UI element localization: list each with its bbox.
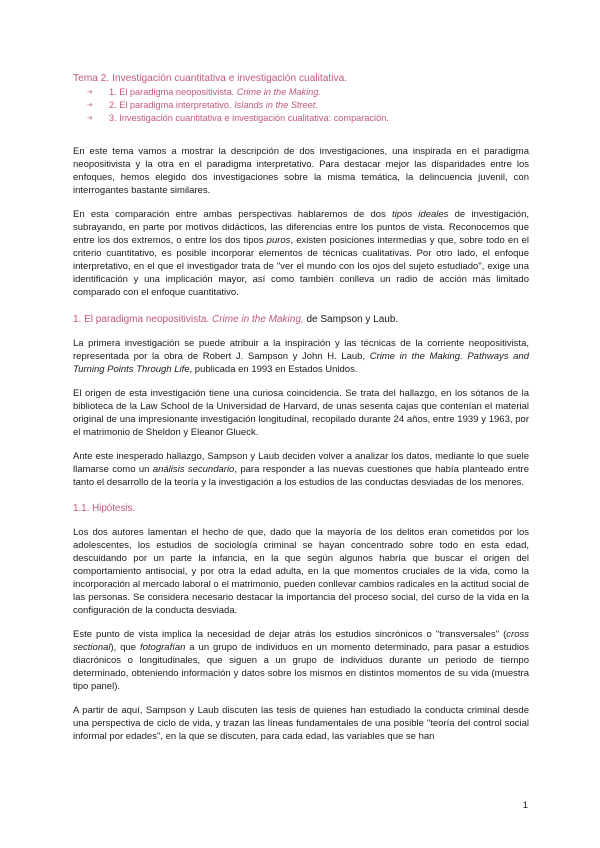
italic-run: fotografían bbox=[140, 641, 186, 653]
paragraph-comparison bbox=[73, 208, 529, 299]
heading-text: de Sampson y Laub. bbox=[303, 313, 399, 325]
text-run: En esta comparación entre ambas perspectivas hablaremos de dos bbox=[73, 208, 393, 220]
toc-item[interactable] bbox=[73, 112, 529, 125]
table-of-contents bbox=[73, 86, 529, 126]
paragraph-life-cycle: A partir de aquí, Sampson y Laub discuten las tesis de quienes han estudiado la conducta criminal desde una perspectiva de ciclo de vida, y trazan las líneas fundamentales de una posible "teoría del control social informal por edades", en la que se discuten, para cada edad, las variables que se han bbox=[73, 704, 529, 742]
text-run: de investigación, subrayando, en parte por motivos didácticos, las diferencias entre los puntos de vista. Reconocemos que entre los dos extremos, o entre los dos tipos bbox=[73, 208, 529, 246]
toc-item[interactable] bbox=[73, 86, 529, 99]
text-run: Este punto de vista implica la necesidad de dejar atrás los estudios sincrónicos o "transversales" ( bbox=[73, 628, 507, 640]
toc-item-text: 1. El paradigma neopositivista. bbox=[109, 87, 237, 97]
text-run: , publicada en 1993 en Estados Unidos. bbox=[189, 363, 358, 375]
text-run: Ante este inesperado hallazgo, Sampson y Laub deciden volver a analizar los datos, mediante lo que suele llamarse como un bbox=[73, 450, 529, 475]
italic-run: tipos ideales bbox=[392, 208, 449, 220]
toc-item-text: 2. El paradigma interpretativo. bbox=[109, 100, 235, 111]
heading-italic: Crime in the Making, bbox=[211, 313, 304, 325]
document-title: Tema 2. Investigación cuantitativa e investigación cualitativa. bbox=[73, 73, 348, 84]
text-run: , para responder a las nuevas cuestiones que había planteado entre tanto el desarrollo de la teoría y la investigación a los estudios de las conductas desviadas de los menores. bbox=[73, 463, 529, 488]
paragraph-origin: El origen de esta investigación tiene una curiosa coincidencia. Se trata del hallazgo, en los sótanos de la biblioteca de la Law School de la Universidad de Harvard, de unas sesenta cajas que contenían el material original de una impresionante investigación longitudinal, recopilado durante 24 años, entre 1939 y 1963, por el matrimonio de Sheldon y Eleanor Glueck. bbox=[73, 387, 529, 438]
italic-run: análisis secundario bbox=[152, 463, 235, 475]
paragraph-first-research bbox=[73, 337, 529, 376]
toc-item-text: 3. Investigación cuantitativa e investigación cualitativa: comparación. bbox=[109, 113, 389, 124]
text-run: ), que bbox=[110, 641, 140, 653]
text-run: , existen posiciones intermedias y que, sobre todo en el criterio cuantitativo, es posible incorporar elementos de técnicas cualitativas. Por otro lado, el enfoque interpretativo, en el que el investigador trata de "ver el mundo con los ojos del sujeto estudiado", exige una identificación y una implicación mayor, así como también conlleva un radio de acción más limitado comparado con el enfoque cuantitativo. bbox=[73, 234, 529, 298]
page-number: 1 bbox=[522, 800, 528, 811]
italic-run: Crime in the Making. Pathways and Turning Points Through Life bbox=[73, 350, 529, 375]
paragraph-intro: En este tema vamos a mostrar la descripción de dos investigaciones, una inspirada en el paradigma neopositivista y la otra en el paradigma interpretativo. Para destacar mejor las disparidades entre los enfoques, hemos elegido dos investigaciones sobre la misma temática, la delincuencia juvenil, con interrogantes bastante similares. bbox=[73, 145, 529, 196]
arrow-icon: ➔ bbox=[87, 89, 93, 96]
page-content bbox=[73, 72, 529, 743]
section-heading-1-1: 1.1. Hipótesis. bbox=[73, 502, 136, 514]
paragraph-hypothesis: Los dos autores lamentan el hecho de que, dado que la mayoría de los delitos eran cometidos por los adolescentes, los estudios de sociología criminal se hayan concentrado sobre todo en esta edad, descuidando por un parte la infancia, en la que según algunos habría que buscar el origen del comportamiento antisocial, y por otra la edad adulta, en la que momentos cruciales de la vida, como la incorporación al mercado laboral o el matrimonio, pueden conllevar cambios radicales en la actitud social de las personas. Se considera necesario destacar la importancia del proceso social, del curso de la vida en la configuración de la conducta desviada. bbox=[73, 526, 529, 616]
paragraph-longitudinal bbox=[73, 628, 529, 693]
toc-item-italic: Islands in the Street. bbox=[234, 100, 318, 111]
arrow-icon: ➔ bbox=[87, 115, 93, 123]
arrow-icon: ➔ bbox=[87, 102, 93, 110]
paragraph-secondary-analysis bbox=[73, 450, 529, 489]
heading-text: 1. El paradigma neopositivista. bbox=[73, 313, 212, 325]
section-heading-1 bbox=[73, 313, 529, 326]
italic-run: puros bbox=[266, 234, 291, 246]
text-run: a un grupo de individuos en un momento determinado, para pasar a estudios diacrónicos o longitudinales, que siguen a un grupo de individuos durante un periodo de tiempo determinado, obteniendo información y datos sobre los mismos en distintos momentos de su vida (muestra tipo panel). bbox=[73, 641, 529, 692]
toc-item[interactable] bbox=[73, 99, 529, 112]
toc-item-italic: Crime in the Making. bbox=[236, 87, 321, 97]
italic-run: cross sectional bbox=[73, 628, 529, 653]
text-run: La primera investigación se puede atribuir a la inspiración y las técnicas de la corriente neopositivista, representada por la obra de Robert J. Sampson y John H. Laub, bbox=[73, 337, 529, 362]
